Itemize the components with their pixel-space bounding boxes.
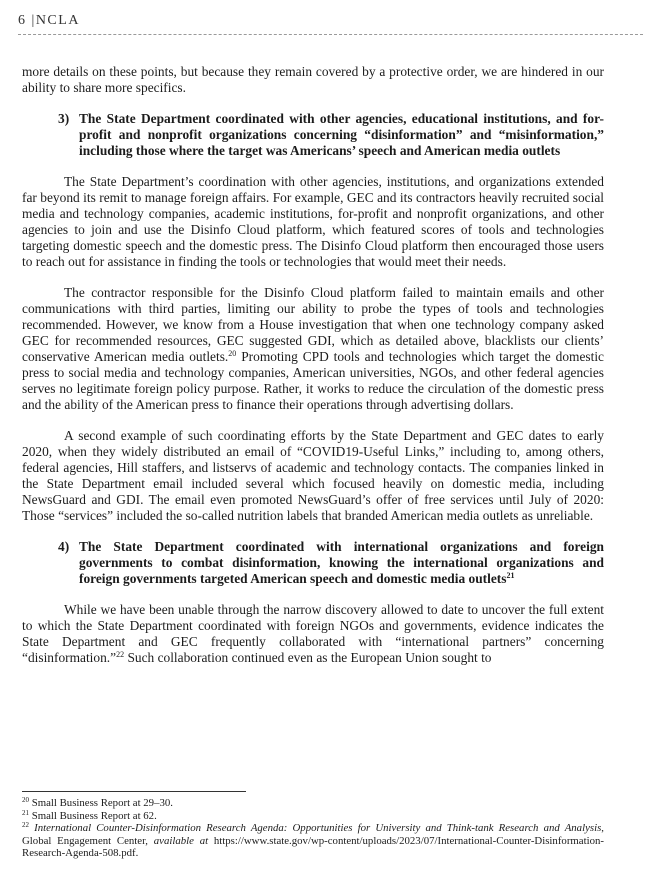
header-rule <box>18 34 643 35</box>
paragraph: The State Department’s coordination with other agencies, institutions, and organizations extended far beyond its remit to manage foreign affairs. For example, GEC and its contractors heavily recruited social media and technology companies, academic institutions, for-profit and nonprofit organizations, and other agencies to join and use the Disinfo Cloud platform, which featured scores of tools and technologies targeting domestic speech and the domestic press. The Disinfo Cloud platform then encouraged those users to reach out for assistance in finding the tools or technologies that would meet their needs. <box>22 174 604 269</box>
paragraph: A second example of such coordinating efforts by the State Department and GEC dates to early 2020, when they widely distributed an email of “COVID19-Useful Links,” including to, among others, federal agencies, Hill staffers, and listservs of academic and technology contacts. The companies linked in the State Department email included several which focused heavily on domestic media, including NewsGuard and GDI. The email even promoted NewsGuard’s offer of free services until July of 2020: Those “services” included the so-called nutrition labels that branded American media outlets as unreliable. <box>22 428 604 523</box>
footnote: $^{20}$ Small Business Report at 29–30. <box>22 796 173 809</box>
paragraph-continuation: more details on these points, but because they remain covered by a protective order, we are hindered in our ability to share more specifics. <box>22 64 604 95</box>
footnotes <box>22 797 604 860</box>
footnote-url[interactable]: https://www.state.gov/wp-content/uploads/2023/07/International-Counter-Disinformation-Research-Agenda-508.pdf. <box>22 834 604 859</box>
footnote-title: International Counter-Disinformation Research Agenda: Opportunities for University and Think-tank Research and Analysis <box>34 822 602 834</box>
running-header <box>18 13 80 29</box>
heading-text: The State Department coordinated with other agencies, educational institutions, and for-profit and nonprofit organizations concerning “disinformation” and “misinformation,” including those where the target was Americans’ speech and American media outlets <box>79 111 604 158</box>
footnote-rule <box>22 791 246 792</box>
footnote: $^{22}$ International Counter-Disinformation Research Agenda: Opportunities for University and Think-tank Research and Analysis, Global Engagement Center, available at https://www.state.gov/wp-content/uploads/2023/07/International-Counter-Disinformation-Research-Agenda-508.pdf. <box>22 821 604 859</box>
header-separator: | <box>31 13 36 28</box>
header-org: NCLA <box>35 13 80 28</box>
section-heading-3 <box>58 111 604 159</box>
page-number: 6 <box>18 13 27 28</box>
footnote-ref[interactable]: 21 <box>506 571 515 580</box>
heading-text: The State Department coordinated with international organizations and foreign governments to combat disinformation, knowing the international organizations and foreign governments targeted American speech and domestic media outlets$^{21}$ <box>79 539 604 586</box>
section-heading-4 <box>58 539 604 587</box>
footnote-ref[interactable]: 22 <box>116 650 125 659</box>
heading-number: 4) <box>58 539 70 554</box>
paragraph: The contractor responsible for the Disinfo Cloud platform failed to maintain emails and other communications with third parties, limiting our ability to probe the types of tools and technologies recommended. However, we know from a House investigation that when one technology company asked GEC for recommended resources, GEC suggested GDI, which as detailed above, blacklists our clients’ conservative American media outlets.$^{20}$ Promoting CPD tools and technologies which target the domestic press to social media and technology companies, American universities, NGOs, and other federal agencies serves no legitimate foreign policy purpose. Rather, it works to reduce the circulation of the domestic press and the ability of the American press to finance their operations through advertising dollars. <box>22 285 604 412</box>
body-text <box>22 64 604 666</box>
heading-number: 3) <box>58 111 70 126</box>
paragraph: While we have been unable through the narrow discovery allowed to date to uncover the full extent to which the State Department coordinated with foreign NGOs and governments, evidence indicates the State Department and GEC frequently collaborated with “international partners” concerning “disinformation.”$^{22}$ Such collaboration continued even as the European Union sought to <box>22 602 604 665</box>
footnote: $^{21}$ Small Business Report at 62. <box>22 808 157 822</box>
footnote-ref[interactable]: 20 <box>228 349 237 358</box>
